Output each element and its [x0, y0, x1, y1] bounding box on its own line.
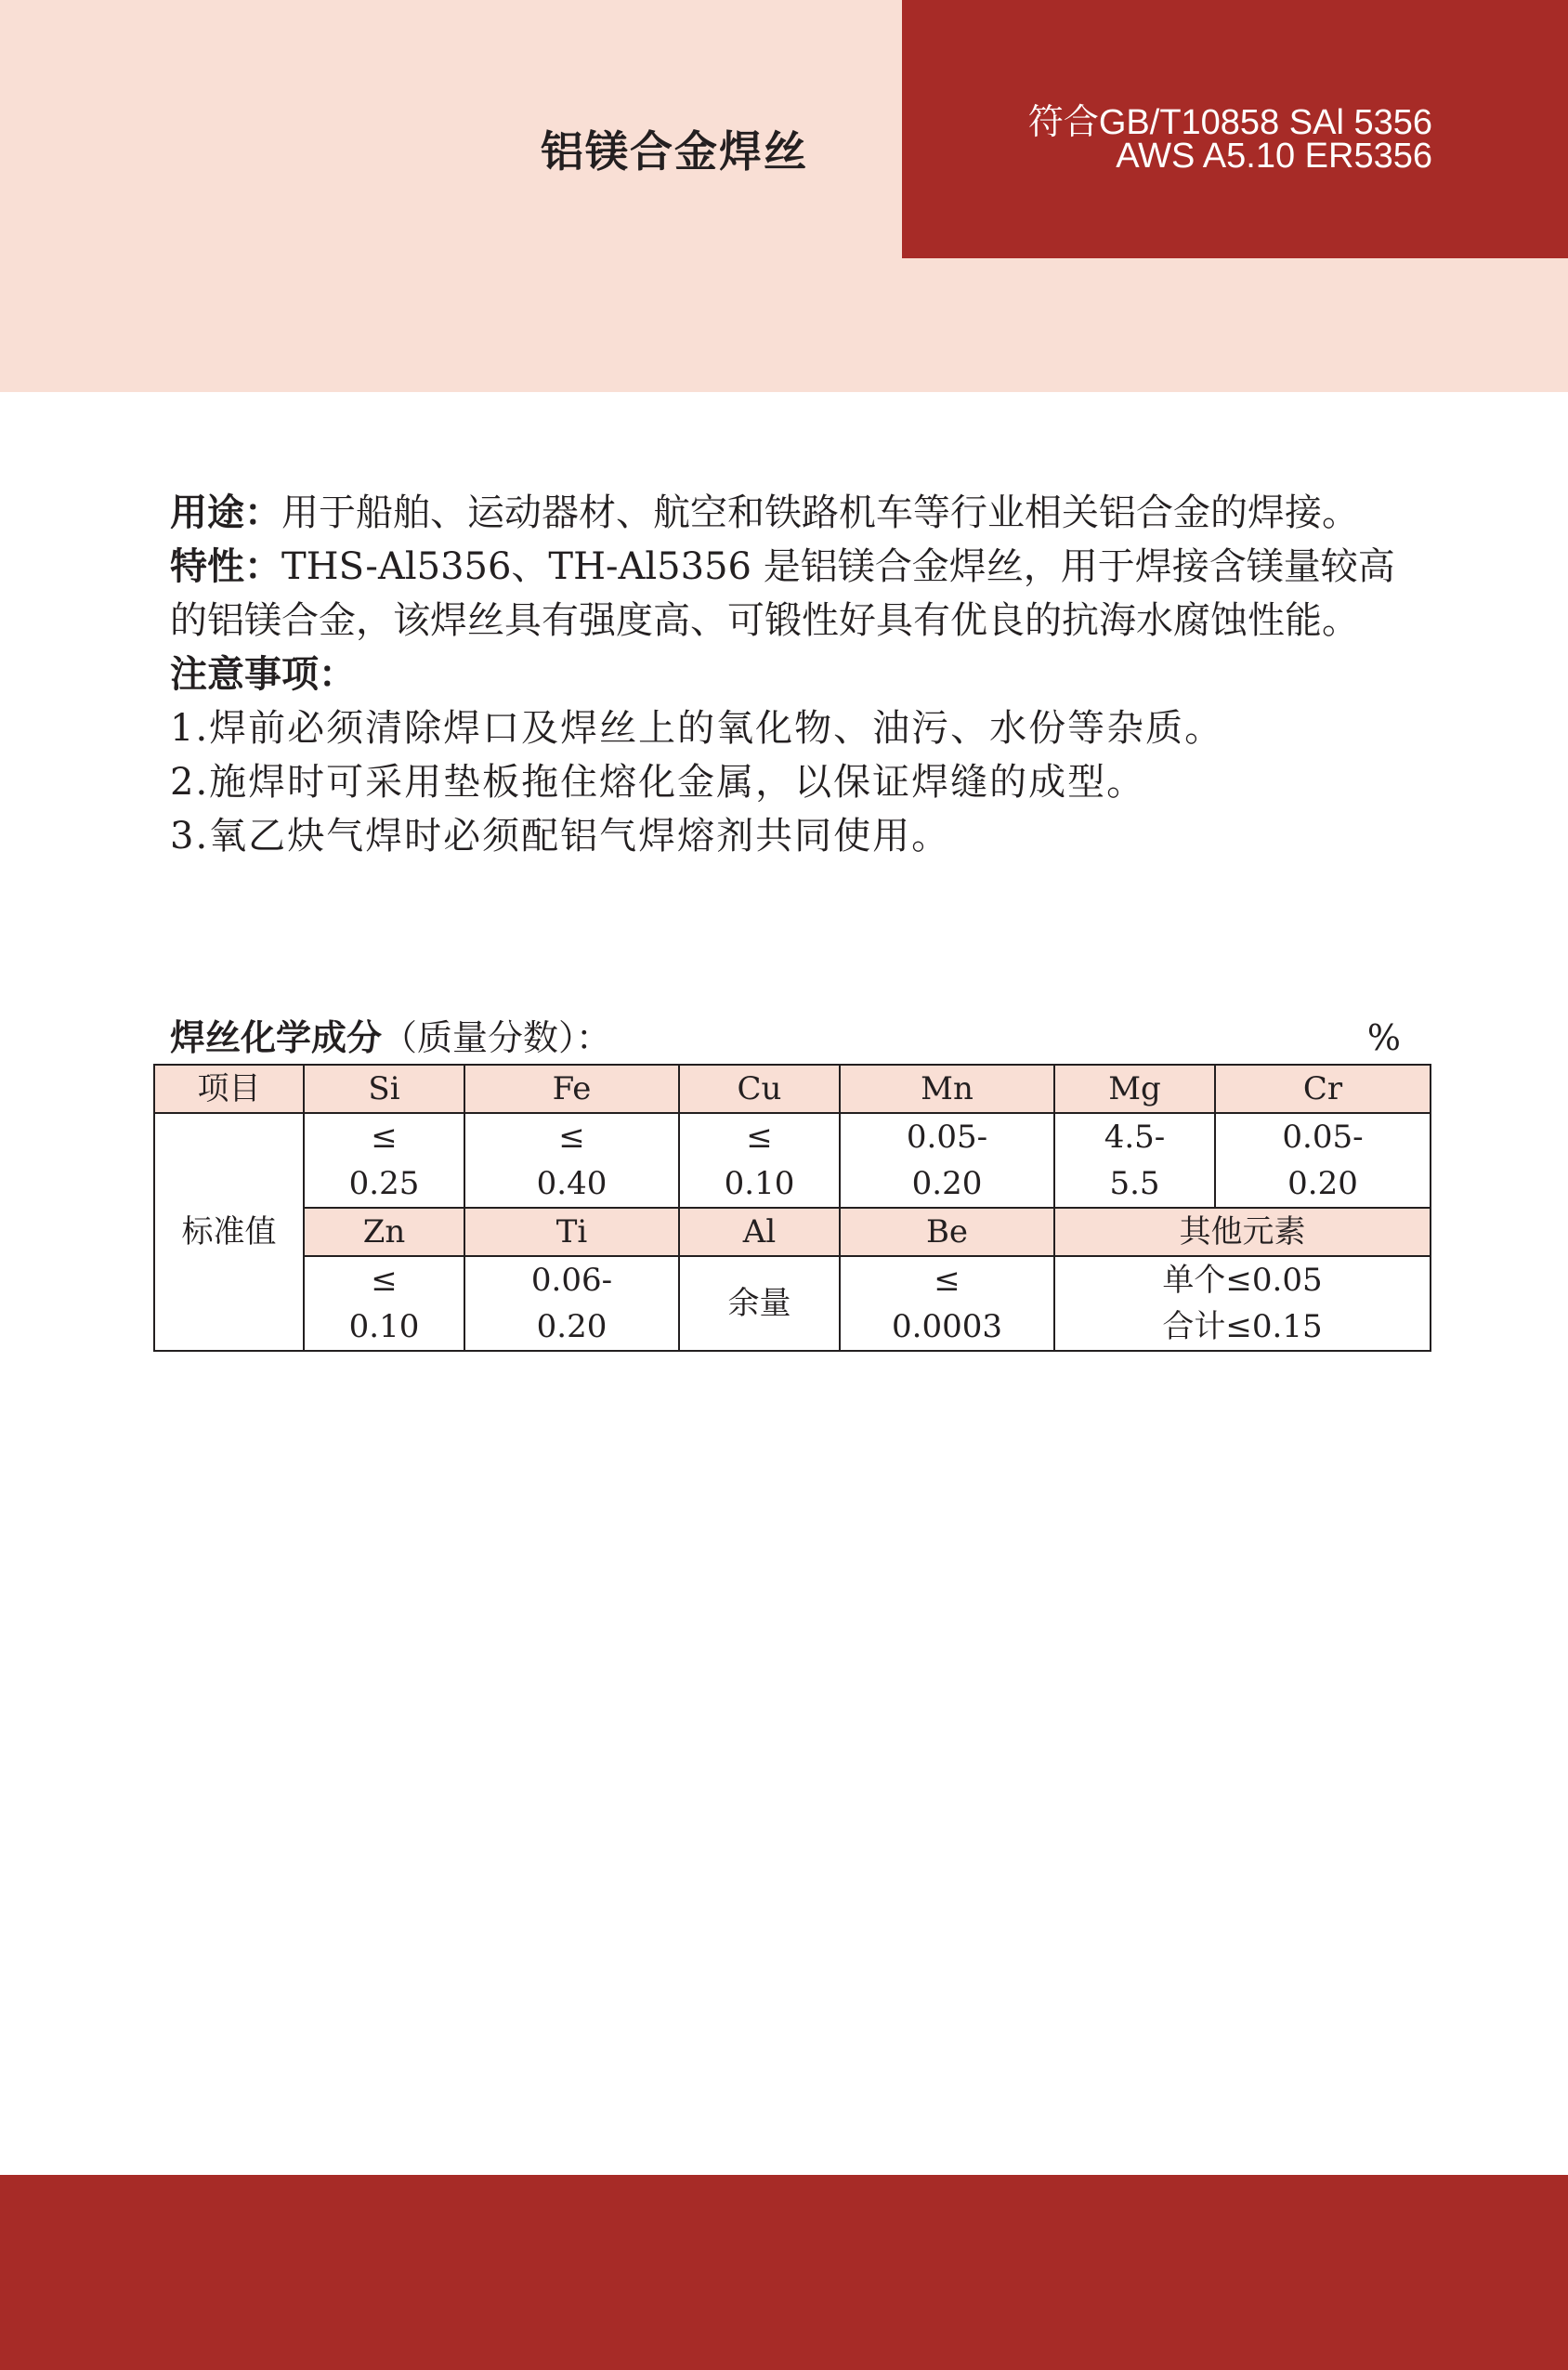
header-cr: Cr: [1215, 1065, 1431, 1113]
value-line: 0.05-: [906, 1119, 988, 1156]
value-line: 0.20: [911, 1165, 983, 1202]
table-header-row-2: [154, 1208, 1431, 1256]
header-al: Al: [679, 1208, 840, 1256]
value-line: 5.5: [1109, 1165, 1160, 1202]
value-line: ≤: [558, 1119, 585, 1156]
feature-text: THS-Al5356、TH-Al5356 是铝镁合金焊丝，用于焊接含镁量较高的铝镁合金，该焊丝具有强度高、可锻性好具有优良的抗海水腐蚀性能。: [170, 545, 1395, 642]
value-line: ≤: [371, 1119, 398, 1156]
description: [170, 486, 1429, 863]
table-unit: %: [1366, 1017, 1401, 1058]
composition-table: [153, 1064, 1431, 1352]
page-title: 铝镁合金焊丝: [541, 126, 808, 177]
header-ti: Ti: [464, 1208, 679, 1256]
usage-text: 用于船舶、运动器材、航空和铁路机车等行业相关铝合金的焊接。: [281, 491, 1359, 534]
standard-value-label: 标准值: [154, 1113, 304, 1351]
value-line: ≤: [934, 1262, 960, 1299]
value-line: 4.5-: [1104, 1119, 1166, 1156]
value-cr: [1215, 1113, 1431, 1208]
value-mn: [840, 1113, 1054, 1208]
value-line: 0.40: [536, 1165, 608, 1202]
note-1: 1.焊前必须清除焊口及焊丝上的氧化物、油污、水份等杂质。: [170, 707, 1224, 750]
value-fe: [464, 1113, 679, 1208]
header-si: Si: [304, 1065, 464, 1113]
value-line: 0.20: [536, 1308, 608, 1345]
value-line: ≤: [746, 1119, 773, 1156]
table-title-suffix: （质量分数）：: [382, 1017, 612, 1058]
value-mg: [1054, 1113, 1215, 1208]
value-line: 0.10: [724, 1165, 795, 1202]
value-line: 0.0003: [892, 1308, 1002, 1345]
note-3: 3.氧乙炔气焊时必须配铝气焊熔剂共同使用。: [170, 815, 951, 858]
footer-band: [0, 2175, 1568, 2370]
notes-label: 注意事项：: [170, 653, 356, 696]
value-line: 0.25: [348, 1165, 420, 1202]
value-cu: [679, 1113, 840, 1208]
standard-line-2: AWS A5.10 ER5356: [1116, 137, 1432, 176]
value-line: ≤: [371, 1262, 398, 1299]
value-al: [679, 1256, 840, 1351]
value-line: 0.20: [1287, 1165, 1358, 1202]
usage-paragraph: [170, 486, 1429, 540]
standard-line-1: 符合GB/T10858 SAl 5356: [1027, 103, 1432, 142]
header-be: Be: [840, 1208, 1054, 1256]
table-row: [154, 1256, 1431, 1351]
value-ti: [464, 1256, 679, 1351]
value-line: 0.05-: [1282, 1119, 1364, 1156]
value-zn: [304, 1256, 464, 1351]
header-other-elements: 其他元素: [1054, 1208, 1431, 1256]
feature-label: 特性：: [170, 545, 281, 588]
header-cu: Cu: [679, 1065, 840, 1113]
value-be: [840, 1256, 1054, 1351]
value-si: [304, 1113, 464, 1208]
table-title-main: 焊丝化学成分: [170, 1017, 383, 1058]
standard-box: [902, 0, 1568, 258]
table-title: [170, 1011, 1401, 1065]
header-fe: Fe: [464, 1065, 679, 1113]
usage-label: 用途：: [170, 491, 281, 534]
feature-paragraph: [170, 540, 1429, 648]
header-item-label: 项目: [154, 1065, 304, 1113]
value-line: 余量: [727, 1285, 791, 1322]
header-mg: Mg: [1054, 1065, 1215, 1113]
note-2: 2.施焊时可采用垫板拖住熔化金属，以保证焊缝的成型。: [170, 761, 1146, 804]
header-zn: Zn: [304, 1208, 464, 1256]
table-header-row: [154, 1065, 1431, 1113]
table-row: [154, 1113, 1431, 1208]
value-line: 0.06-: [530, 1262, 613, 1299]
value-line: 合计≤0.15: [1162, 1308, 1323, 1345]
value-line: 0.10: [348, 1308, 420, 1345]
header-mn: Mn: [840, 1065, 1054, 1113]
value-other-elements: [1054, 1256, 1431, 1351]
value-line: 单个≤0.05: [1162, 1262, 1323, 1299]
